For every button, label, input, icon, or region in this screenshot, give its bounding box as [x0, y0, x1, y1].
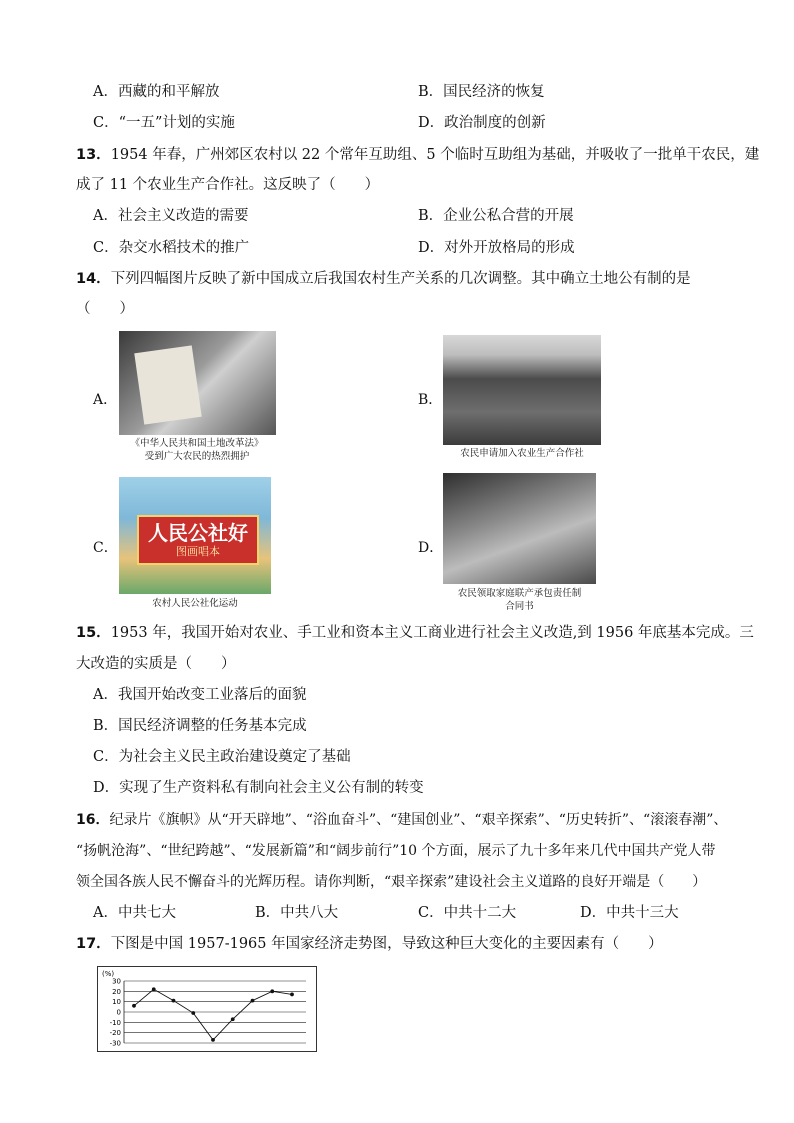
y-tick-label: -30: [109, 1039, 121, 1048]
q12-option-d[interactable]: D．政治制度的创新: [418, 115, 546, 131]
economic-trend-chart-svg: [98, 967, 316, 1051]
q15-number: 15．: [76, 625, 111, 641]
data-point: [211, 1038, 215, 1042]
data-point: [231, 1017, 235, 1021]
q13-stem1: 1954 年春，广州郊区农村以 22 个常年互助组、5 个临时互助组为基础，并吸收了一批单干农民，建: [110, 147, 760, 163]
q13-number: 13．: [76, 147, 111, 163]
q16-number: 16．: [76, 812, 110, 828]
document-paper-shape: [134, 345, 201, 424]
q14-number: 14．: [76, 271, 111, 287]
q15-stem1: 1953 年，我国开始对农业、手工业和资本主义工商业进行社会主义改造,到 1956 年底基本完成。三: [110, 625, 754, 641]
q14-caption-a-line1: 《中华人民共和国土地改革法》: [130, 438, 264, 449]
q16-stem-line1: [76, 810, 727, 830]
q14-option-b-label[interactable]: B．: [418, 392, 443, 408]
economic-trend-chart: [97, 966, 317, 1052]
q13-option-b[interactable]: B．企业公私合营的开展: [418, 208, 574, 224]
cooperative-photo: [443, 335, 601, 445]
q16-stem-line2: “扬帆沧海”、“世纪跨越”、“发展新篇”和“阔步前行”10 个方面，展示了九十多年来几代中国共产党人带: [76, 843, 716, 859]
q14-caption-a-line2: 受到广大农民的热烈拥护: [144, 451, 250, 462]
q16-option-d[interactable]: D．中共十三大: [580, 905, 679, 921]
q12-option-b[interactable]: B．国民经济的恢复: [418, 84, 545, 100]
q16-option-c[interactable]: C．中共十二大: [418, 905, 517, 921]
q12-option-a[interactable]: A．西藏的和平解放: [93, 84, 220, 100]
y-tick-label: -20: [109, 1029, 121, 1038]
poster-subtitle: 图画唱本: [176, 545, 220, 558]
y-tick-label: 0: [116, 1008, 121, 1017]
q17-stem-line1: [76, 934, 663, 954]
q14-stem-line2: （ ）: [76, 301, 134, 317]
q14-caption-b: 农民申请加入农业生产合作社: [460, 448, 584, 459]
q13-stem-line1: [76, 145, 759, 165]
y-tick-label: 20: [112, 987, 121, 996]
y-tick-label: 30: [112, 977, 121, 986]
household-contract-photo: [443, 473, 596, 584]
q14-caption-a: [112, 437, 282, 463]
q14-caption-d-line1: 农民领取家庭联产承包责任制: [457, 588, 582, 599]
data-point: [290, 993, 294, 997]
poster-title: 人民公社好: [148, 521, 248, 545]
q15-option-d[interactable]: D．实现了生产资料私有制向社会主义公有制的转变: [93, 780, 424, 796]
q13-option-c[interactable]: C．杂交水稻技术的推广: [93, 240, 250, 256]
y-tick-label: 10: [112, 998, 121, 1007]
q14-caption-c: 农村人民公社化运动: [152, 598, 238, 609]
q17-stem1: 下图是中国 1957-1965 年国家经济走势图，导致这种巨大变化的主要因素有（ ）: [110, 936, 663, 952]
people-commune-poster: [119, 477, 271, 594]
q16-option-a[interactable]: A．中共七大: [93, 905, 176, 921]
q17-number: 17．: [76, 936, 111, 952]
q14-caption-d-line2: 合同书: [505, 601, 534, 612]
q14-option-a-label[interactable]: A．: [93, 392, 118, 408]
q16-option-b[interactable]: B．中共八大: [255, 905, 339, 921]
q15-option-a[interactable]: A．我国开始改变工业落后的面貌: [93, 687, 307, 703]
y-unit-label: (%): [102, 970, 115, 978]
q13-stem-line2: 成了 11 个农业生产合作社。这反映了（ ）: [76, 177, 380, 193]
q16-stem1: 纪录片《旗帜》从“开天辟地”、“浴血奋斗”、“建国创业”、“艰辛探索”、“历史转折”、“滚滚春潮”、: [109, 812, 728, 828]
q15-option-c[interactable]: C．为社会主义民主政治建设奠定了基础: [93, 749, 351, 765]
y-tick-label: -10: [109, 1018, 121, 1027]
q14-option-d-label[interactable]: D．: [418, 540, 444, 556]
q15-option-b[interactable]: B．国民经济调整的任务基本完成: [93, 718, 307, 734]
land-reform-photo: [119, 331, 276, 435]
data-point: [251, 999, 255, 1003]
q13-option-d[interactable]: D．对外开放格局的形成: [418, 240, 575, 256]
q14-caption-d: [436, 587, 603, 613]
q14-stem1: 下列四幅图片反映了新中国成立后我国农村生产关系的几次调整。其中确立土地公有制的是: [110, 271, 691, 287]
q15-stem-line2: 大改造的实质是（ ）: [76, 656, 236, 672]
data-point: [152, 987, 156, 991]
series-line: [134, 989, 292, 1040]
q14-stem-line1: [76, 269, 691, 289]
data-point: [191, 1011, 195, 1015]
q13-option-a[interactable]: A．社会主义改造的需要: [93, 208, 249, 224]
q12-option-c[interactable]: C．“一五”计划的实施: [93, 115, 235, 131]
q16-stem-line3: 领全国各族人民不懈奋斗的光辉历程。请你判断，“艰辛探索”建设社会主义道路的良好开端是（ ）: [76, 874, 707, 890]
q14-option-c-label[interactable]: C．: [93, 540, 118, 556]
data-point: [270, 989, 274, 993]
data-point: [132, 1004, 136, 1008]
data-point: [172, 999, 176, 1003]
q15-stem-line1: [76, 623, 754, 643]
